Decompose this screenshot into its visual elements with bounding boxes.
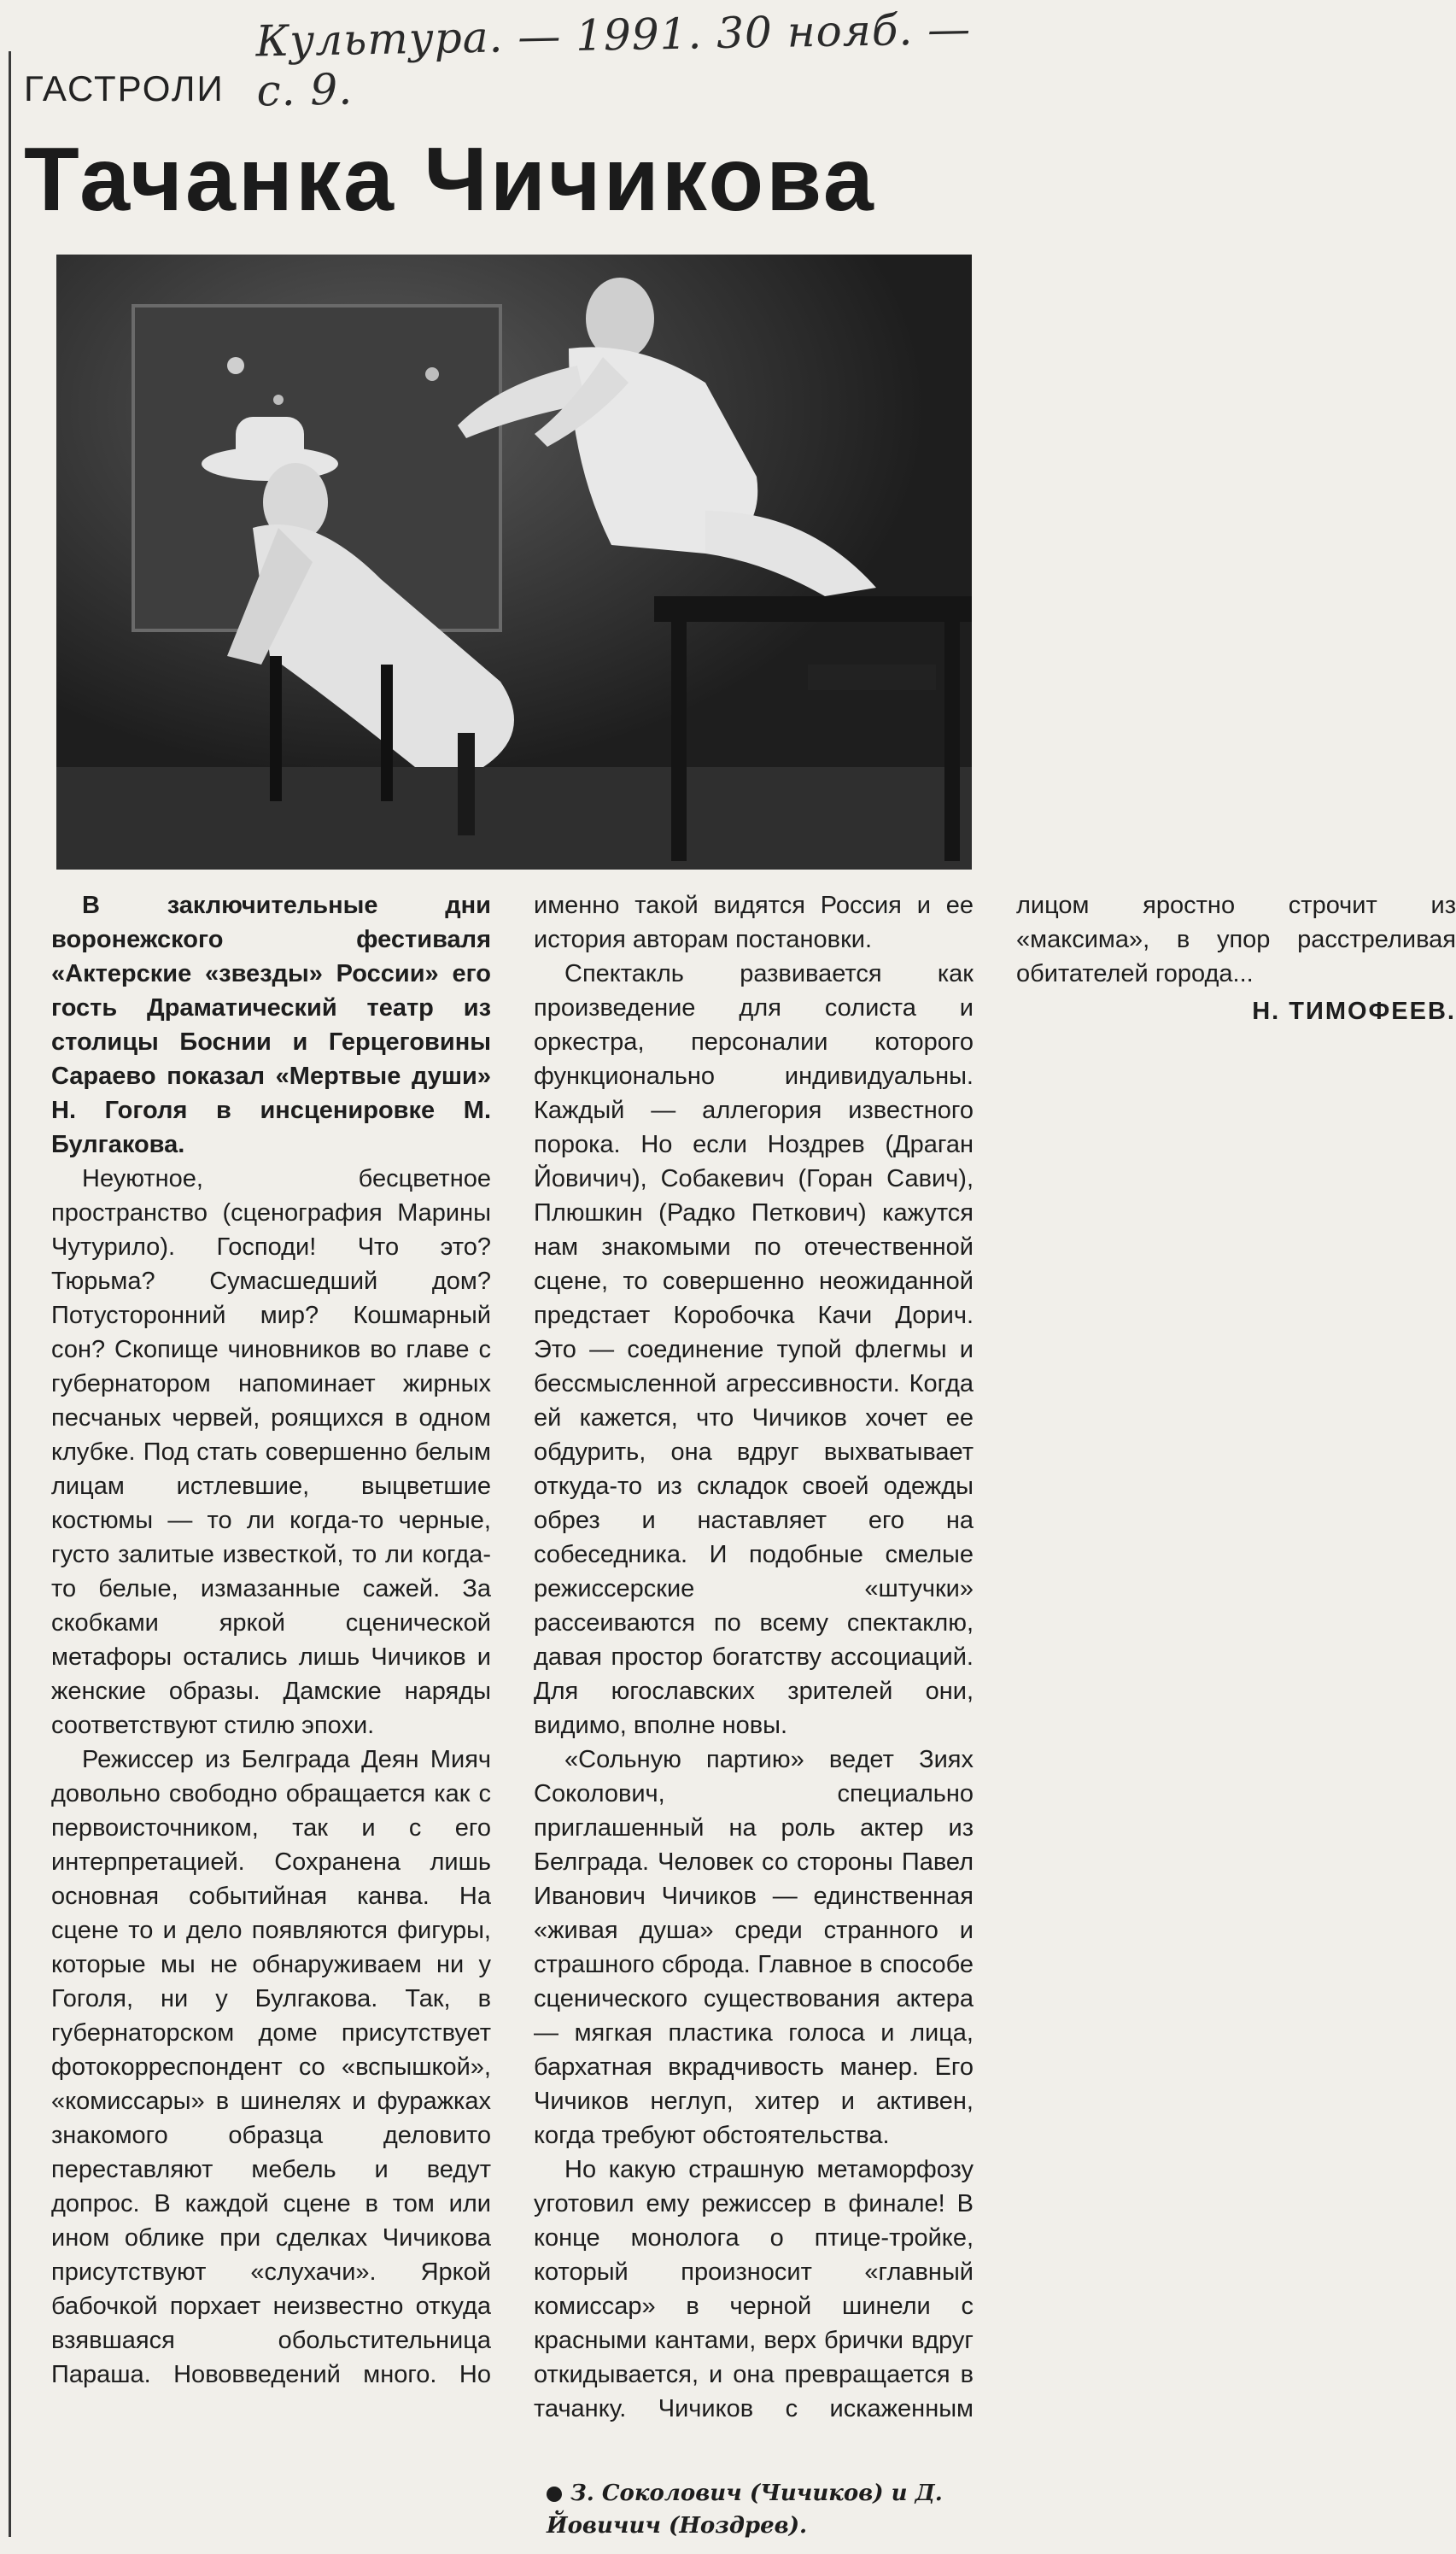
light-spot bbox=[425, 367, 439, 381]
article-paragraph: Режиссер из Белграда Деян Мияч довольно свободно обращается как с первоисточником, так и с его интерпретацией. Сохранена лишь основная событийная канва. На сцене то и дело появляются фигуры, которые мы не обнаруживаем ни у Гоголя, ни у Булгакова. Так, в губернаторском доме присутствует фотокорреспондент со «вспышкой», «комиссары» в шинелях и фуражках знакомого образца деловито переставляют мебель и ведут допрос. В каждой сцене в том или ином облике при сделках Чичикова присутствуют «слухачи». Яркой бабочкой порхает неизвестно откуда взявшаяся обольстительница Параша. Нововведений много. Но именно такой видятся Россия и ее история авторам постановки. bbox=[51, 892, 974, 2388]
article-body bbox=[51, 888, 1456, 2426]
left-border-rule bbox=[9, 51, 11, 2537]
section-rubric: ГАСТРОЛИ bbox=[24, 68, 225, 108]
light-spot bbox=[227, 357, 244, 374]
article-paragraph: «Сольную партию» ведет Зиях Соколович, специально приглашенный на роль актер из Белграда. Человек со стороны Павел Иванович Чичиков — единственная «живая душа» среди странного и страшного сброда. Главное в способе сценического существования актера — мягкая пластика голоса и лица, бархатная вкрадчивость манер. Его Чичиков неглуп, хитер и активен, когда требуют обстоятельства. bbox=[534, 1746, 974, 2149]
light-spot bbox=[273, 395, 284, 405]
article-paragraph: Спектакль развивается как произведение для солиста и оркестра, персоналии которого функционально индивидуальны. Каждый — аллегория известного порока. Но если Ноздрев (Драган Йовичич), Собакевич (Горан Савич), Плюшкин (Радко Петкович) кажутся нам знакомыми по отечественной сцене, то совершенно неожиданной предстает Коробочка Качи Дорич. Это — соединение тупой флегмы и бессмысленной агрессивности. Когда ей кажется, что Чичиков хочет ее обдурить, она вдруг выхватывает откуда-то из складок своей одежды обрез и наставляет его на собеседника. И подобные смелые режиссерские «штучки» рассеиваются по всему спектаклю, давая простор богатству ассоциаций. Для югославских зрителей они, видимо, вполне новы. bbox=[534, 960, 974, 1739]
stage-photograph bbox=[56, 255, 972, 870]
article-paragraph: Но какую страшную метаморфозу уготовил ему режиссер в финале! В конце монолога о птице-тройке, который произносит «главный комиссар» в черной шинели с красными кантами, верх брички вдруг откидывается, и она превращается в тачанку. Чичиков с искаженным лицом яростно строчит из «максима», в упор расстреливая обитателей города... bbox=[534, 892, 1456, 2422]
photo-caption bbox=[547, 2477, 974, 2542]
article-paragraph: Неуютное, бесцветное пространство (сценография Марины Чутурило). Господи! Что это? Тюрьма? Сумасшедший дом? Потусторонний мир? Кошмарный сон? Скопище чиновников во главе с губернатором напоминает жирных песчаных червей, роящихся в одном клубке. Под стать совершенно белым лицам истлевшие, выцветшие костюмы — то ли когда-то черные, густо залитые известкой, то ли когда-то белые, измазанные сажей. За скобками яркой сценической метафоры остались лишь Чичиков и женские образы. Дамские наряды соответствуют стилю эпохи. bbox=[51, 1165, 491, 1739]
author-signature: Н. ТИМОФЕЕВ. bbox=[1252, 998, 1456, 1025]
stage-photo-illustration bbox=[56, 255, 972, 870]
caption-bullet-icon bbox=[547, 2487, 562, 2502]
article-lead: В заключительные дни воронежского фестиваля «Актерские «звезды» России» его гость Драматический театр из столицы Боснии и Герцеговины Сараево показал «Мертвые души» Н. Гоголя в инсценировке М. Булгакова. bbox=[51, 892, 491, 1158]
handwritten-source-note: Культура. — 1991. 30 нояб. — с. 9. bbox=[255, 3, 972, 116]
photo-caption-text: З. Соколович (Чичиков) и Д. Йовичич (Ноздрев). bbox=[547, 2481, 943, 2539]
stage-floor bbox=[56, 767, 972, 870]
article-headline: Тачанка Чичикова bbox=[24, 129, 876, 230]
